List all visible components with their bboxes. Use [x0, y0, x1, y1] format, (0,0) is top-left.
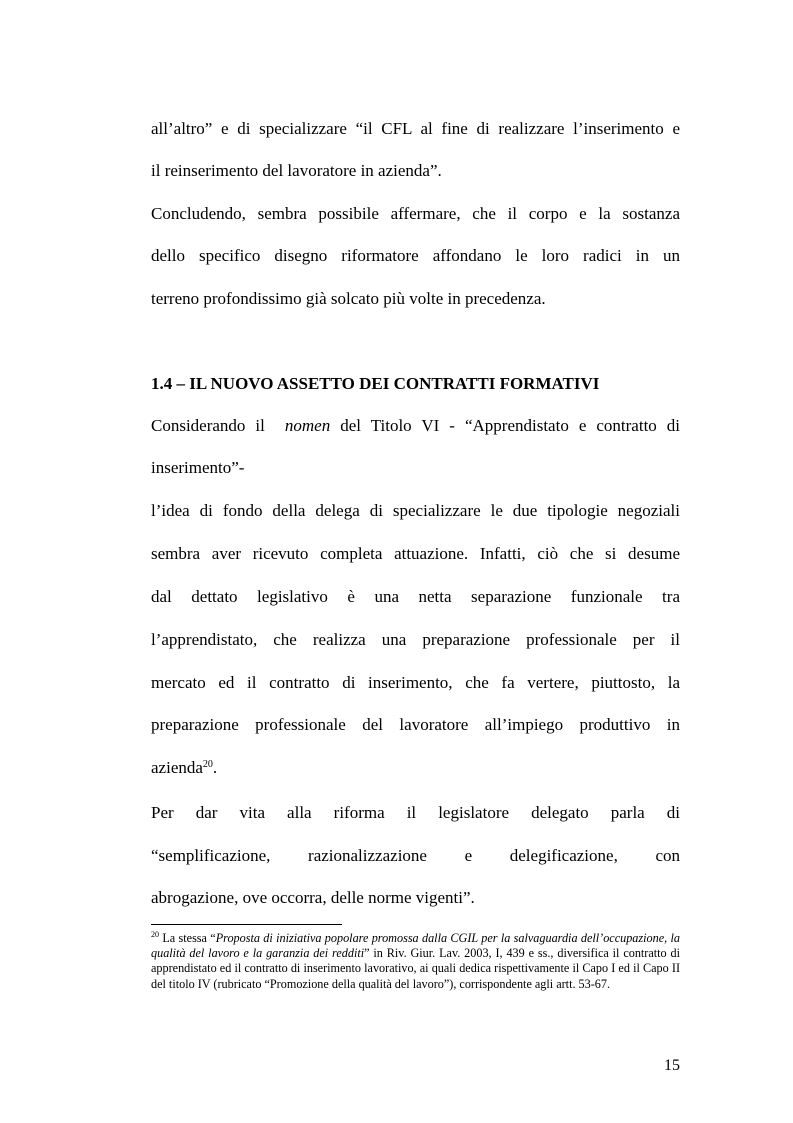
paragraph-2-line-1: Concludendo, sembra possibile affermare, che il corpo e la sostanza — [151, 204, 680, 223]
footnote-reference[interactable]: 20 — [202, 759, 213, 770]
paragraph-3-line-2: inserimento”- — [151, 458, 245, 477]
paragraph-1-line-2: il reinserimento del lavoratore in azienda”. — [151, 161, 442, 180]
paragraph-5-line-2: “semplificazione, razionalizzazione e delegificazione, con — [151, 846, 680, 865]
paragraph-5-line-3: abrogazione, ove occorra, delle norme vigenti”. — [151, 888, 475, 907]
paragraph-1-line-1: all’altro” e di specializzare “il CFL al fine di realizzare l’inserimento e — [151, 119, 680, 138]
section-heading: 1.4 – IL NUOVO ASSETTO DEI CONTRATTI FORMATIVI — [151, 374, 600, 393]
p3-text-pre: Considerando il — [151, 416, 265, 435]
paragraph-4-line-6: preparazione professionale del lavoratore all’impiego produttivo in — [151, 715, 680, 734]
paragraph-4-line-7 — [151, 757, 680, 779]
footnote-text-post: ” in Riv. Giur. Lav. 2003, I, 439 e ss., diversifica il contratto di apprendistato ed il contratto di inserimento lavorativo, ai quali dedica rispettivamente il Capo I ed il Capo II del titolo IV (rubricato “Promozione della qualità del lavoro”), corrispondente agli artt. 53-67. — [151, 946, 680, 991]
p3-text-post: del Titolo VI - “Apprendistato e contratto di — [340, 416, 681, 435]
page-number: 15 — [664, 1057, 680, 1074]
paragraph-4-line-2: sembra aver ricevuto completa attuazione. Infatti, ciò che si desume — [151, 544, 680, 563]
paragraph-2-line-2: dello specifico disegno riformatore affondano le loro radici in un — [151, 246, 680, 265]
paragraph-2-line-3: terreno profondissimo già solcato più volte in precedenza. — [151, 289, 546, 308]
paragraph-4-line-5: mercato ed il contratto di inserimento, che fa vertere, piuttosto, la — [151, 673, 680, 692]
paragraph-4-line-4: l’apprendistato, che realizza una preparazione professionale per il — [151, 630, 680, 649]
p4-last-word: azienda — [151, 758, 203, 777]
paragraph-3-line-1 — [151, 415, 680, 437]
footnote — [151, 931, 680, 992]
paragraph-4-line-1: l’idea di fondo della delega di specializzare le due tipologie negoziali — [151, 501, 680, 520]
p3-text-italic-nomen: nomen — [284, 416, 331, 435]
footnote-text-italic: Proposta di iniziativa popolare promossa dalla CGIL per la salvaguardia dell’occupazione, la qualità del lavoro e la garanzia dei redditi — [151, 931, 680, 961]
footnote-number: 20 — [151, 930, 159, 940]
footnote-separator — [151, 924, 342, 925]
p4-period: . — [212, 758, 218, 777]
footnote-text-pre: La stessa “ — [159, 931, 216, 945]
paragraph-5-line-1: Per dar vita alla riforma il legislatore delegato parla di — [151, 803, 680, 822]
paragraph-4-line-3: dal dettato legislativo è una netta separazione funzionale tra — [151, 587, 680, 606]
